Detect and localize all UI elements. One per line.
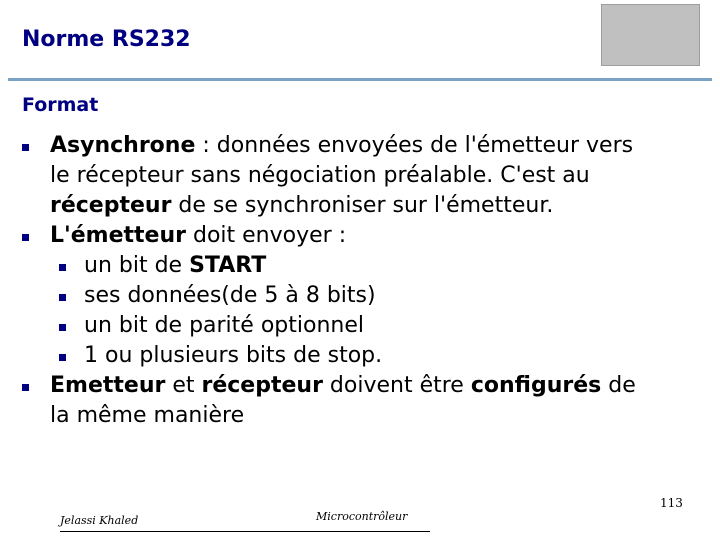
list-item <box>0 221 720 251</box>
footer-course: Microcontrôleur <box>316 510 408 523</box>
square-bullet-icon <box>22 384 29 391</box>
footer-divider <box>60 531 430 532</box>
text: un bit de parité optionnel <box>84 313 364 338</box>
text: ses données(de 5 à 8 bits) <box>84 283 376 308</box>
footer-author: Jelassi Khaled <box>60 514 139 527</box>
bold-text: configurés <box>470 373 602 398</box>
title-divider <box>8 78 712 81</box>
sub-list-item <box>0 311 720 341</box>
list-item <box>0 371 720 431</box>
square-bullet-icon <box>59 264 66 271</box>
sub-list-item <box>0 251 720 281</box>
page-number: 113 <box>660 496 683 510</box>
text: et <box>165 373 202 398</box>
bold-text: Asynchrone <box>50 133 196 158</box>
text: de se synchroniser sur l'émetteur. <box>171 193 554 218</box>
section-subtitle: Format <box>22 94 99 116</box>
bold-text: START <box>189 253 267 278</box>
square-bullet-icon <box>22 234 29 241</box>
logo-placeholder <box>601 4 700 66</box>
list-item <box>0 131 720 221</box>
text: un bit de <box>84 253 190 278</box>
bullet-list <box>0 131 720 431</box>
text-line <box>50 221 720 251</box>
text: 1 ou plusieurs bits de stop. <box>84 343 383 368</box>
text-line: le récepteur sans négociation préalable. C'est au <box>50 163 590 188</box>
text: de <box>601 373 636 398</box>
bold-text: L'émetteur <box>50 223 186 248</box>
bold-text: Emetteur <box>50 373 166 398</box>
slide-title: Norme RS232 <box>22 27 191 52</box>
text: doit envoyer : <box>186 223 347 248</box>
bold-text: récepteur <box>50 193 172 218</box>
square-bullet-icon <box>22 144 29 151</box>
square-bullet-icon <box>59 354 66 361</box>
text: doivent être <box>322 373 471 398</box>
text-line <box>50 131 720 161</box>
sub-list-item <box>0 281 720 311</box>
square-bullet-icon <box>59 324 66 331</box>
bold-text: récepteur <box>201 373 323 398</box>
text-line: la même manière <box>50 403 245 428</box>
square-bullet-icon <box>59 294 66 301</box>
sub-list-item <box>0 341 720 371</box>
text: : données envoyées de l'émetteur vers <box>195 133 634 158</box>
text-line <box>50 371 720 401</box>
text-line <box>50 191 720 221</box>
